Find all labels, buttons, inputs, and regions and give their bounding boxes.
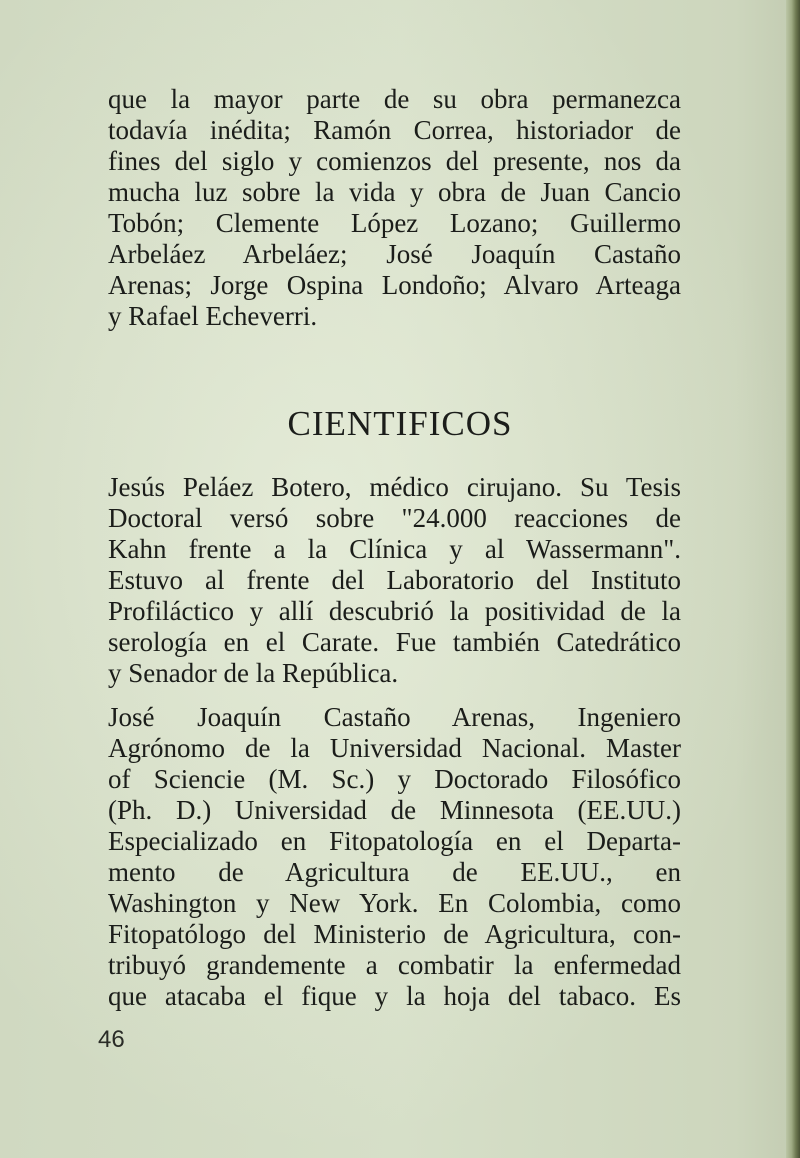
paragraph-1 — [108, 84, 681, 332]
text-line: mucha luz sobre la vida y obra de Juan Cancio — [108, 177, 681, 207]
text-line: y Senador de la República. — [108, 658, 399, 688]
text-line: José Joaquín Castaño Arenas, Ingeniero — [108, 702, 681, 732]
paragraph-2 — [108, 472, 681, 689]
text-line: que la mayor parte de su obra permanezca — [108, 84, 681, 114]
text-line: Profiláctico y allí descubrió la positividad de la — [108, 596, 681, 626]
text-line: Arenas; Jorge Ospina Londoño; Alvaro Arteaga — [108, 270, 681, 300]
text-line: Tobón; Clemente López Lozano; Guillermo — [108, 208, 681, 238]
text-line: (Ph. D.) Universidad de Minnesota (EE.UU.) — [108, 795, 681, 825]
text-line: Washington y New York. En Colombia, como — [108, 888, 681, 918]
text-line: Especializado en Fitopatología en el Departa- — [108, 826, 681, 856]
page-edge — [786, 0, 800, 1158]
section-heading: CIENTIFICOS — [287, 404, 513, 443]
text-line: Doctoral versó sobre "24.000 reacciones de — [108, 503, 681, 533]
text-line: todavía inédita; Ramón Correa, historiador de — [108, 115, 681, 145]
text-line: Estuvo al frente del Laboratorio del Instituto — [108, 565, 681, 595]
text-line: Agrónomo de la Universidad Nacional. Master — [108, 733, 681, 763]
text-line: of Sciencie (M. Sc.) y Doctorado Filosófico — [108, 764, 681, 794]
text-line: fines del siglo y comienzos del presente, nos da — [108, 146, 681, 176]
text-line: Kahn frente a la Clínica y al Wassermann". — [108, 534, 681, 564]
text-line: mento de Agricultura de EE.UU., en — [108, 857, 681, 887]
text-line: tribuyó grandemente a combatir la enfermedad — [108, 950, 681, 980]
text-line: y Rafael Echeverri. — [108, 301, 318, 331]
page-number: 46 — [98, 1026, 125, 1053]
text-line: Arbeláez Arbeláez; José Joaquín Castaño — [108, 239, 681, 269]
paragraph-3 — [108, 702, 681, 1012]
text-line: serología en el Carate. Fue también Catedrático — [108, 627, 681, 657]
text-line: que atacaba el fique y la hoja del tabaco. Es — [108, 981, 681, 1011]
text-line: Jesús Peláez Botero, médico cirujano. Su Tesis — [108, 472, 681, 502]
text-line: Fitopatólogo del Ministerio de Agricultura, con- — [108, 919, 681, 949]
